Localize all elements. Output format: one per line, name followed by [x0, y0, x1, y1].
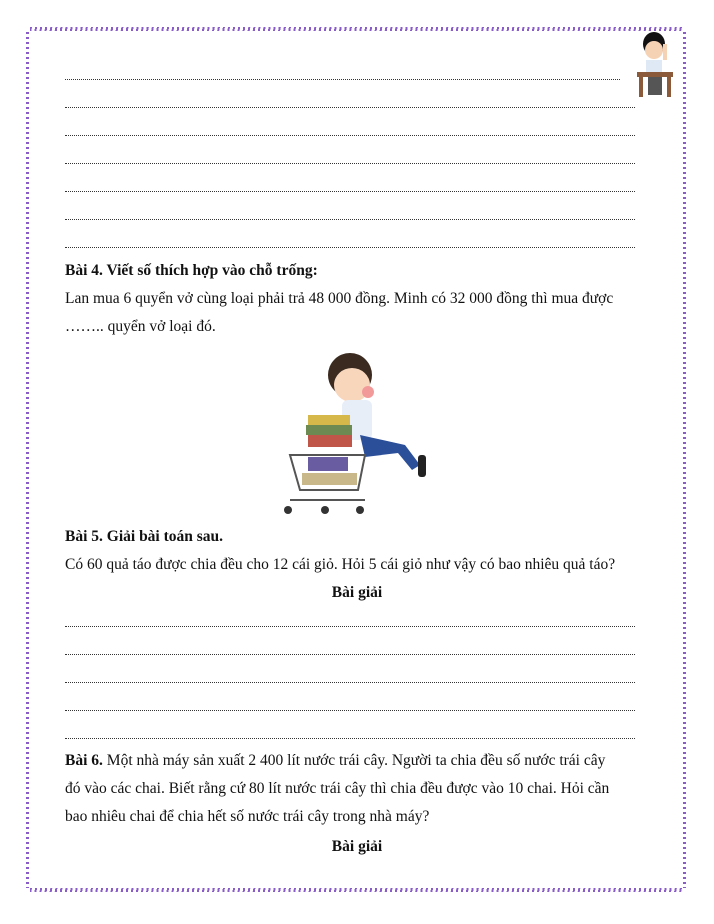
answer-line [65, 654, 635, 655]
bai6-text-line3: bao nhiêu chai để chia hết số nước trái cây trong nhà máy? [65, 808, 430, 825]
bai5-text: Có 60 quả táo được chia đều cho 12 cái giỏ. Hỏi 5 cái giỏ như vậy có bao nhiêu quả táo? [65, 556, 616, 573]
answer-line [65, 107, 635, 108]
bai4-text-line1: Lan mua 6 quyển vở cùng loại phải trả 48 000 đồng. Minh có 32 000 đồng thì mua được [65, 290, 614, 307]
answer-line [65, 738, 635, 739]
bai6-text-line2: đó vào các chai. Biết rằng cứ 80 lít nước trái cây thì chia đều được vào 10 chai. Hỏi cần [65, 780, 610, 797]
bai6-text: Một nhà máy sản xuất 2 400 lít nước trái cây. Người ta chia đều số nước trái cây [102, 752, 606, 769]
answer-line [65, 79, 620, 80]
bai5-solution-label: Bài giải [331, 584, 383, 601]
frame-border-bottom [30, 888, 682, 892]
bai4-number: Bài 4 [65, 262, 100, 279]
bai6-text-line1 [65, 752, 605, 770]
bai4-text-line2: …….. quyển vở loại đó. [65, 318, 216, 335]
bai4-heading [65, 262, 318, 280]
answer-line [65, 247, 635, 248]
answer-line [65, 163, 635, 164]
answer-line [65, 626, 635, 627]
frame-border-left [26, 32, 29, 888]
bai5-heading: Bài 5. Giải bài toán sau. [65, 528, 224, 545]
bai6-heading: Bài 6. [65, 752, 103, 769]
bai6-solution-label: Bài giải [331, 838, 383, 855]
frame-border-right [683, 32, 686, 888]
answer-line [65, 191, 635, 192]
boy-at-desk-illustration [634, 30, 676, 100]
answer-line [65, 219, 635, 220]
answer-line [65, 710, 635, 711]
bai4-instruction: . Viết số thích hợp vào chỗ trống: [99, 262, 318, 279]
answer-line [65, 682, 635, 683]
frame-border-top [30, 27, 682, 31]
boy-pushing-cart-illustration [280, 345, 435, 515]
answer-line [65, 135, 635, 136]
